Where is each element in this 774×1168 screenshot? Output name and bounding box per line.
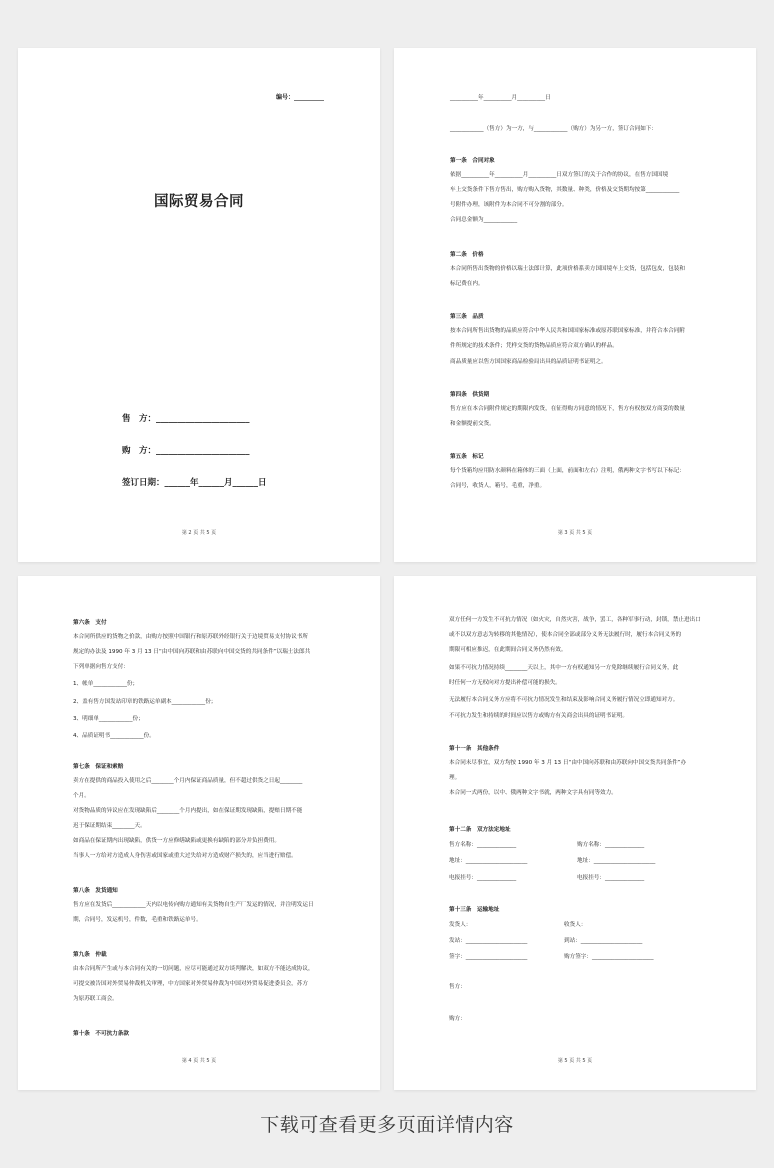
- article-10-line: 无法履行本合同义务方应将不可抗力情况发生和结束及影响合同义务履行情况立即通知对方。: [449, 697, 679, 703]
- article-10-title: 第十条 不可抗力条款: [73, 1031, 129, 1037]
- page-2: [18, 48, 380, 562]
- article-7-line: 迟于保证期结束________天。: [73, 823, 146, 829]
- article-2-line: 本合同所售出货物的价格以瑞士法郎计算，此项价格系卖方国国境车上交货，包括包皮，包装和: [450, 266, 685, 272]
- seller-signature-label: 售方：: [449, 984, 466, 990]
- article-10-line: 双方任何一方发生不可抗力情况（如火灾，自然灾害，战争，罢工，各种军事行动，封锁，禁止进出口: [449, 617, 701, 623]
- seller-field: 售 方：______________________: [122, 414, 250, 424]
- page-4: [18, 576, 380, 1090]
- page-5: [394, 576, 756, 1090]
- shipper-field: 发货人：: [449, 922, 472, 928]
- arrival-station-field: 到站：______________________: [564, 938, 643, 944]
- article-7-line: 对货物品质的异议应在发现缺陷后________个月内提出，如在保证期发现缺陷，提赔日期不能: [73, 808, 303, 814]
- article-6-item: 4、品质证明书____________份。: [73, 733, 155, 739]
- departure-station-field: 发站：______________________: [449, 938, 528, 944]
- article-9-line: 由本合同所产生或与本合同有关的一切问题，应尽可能通过双方谈判解决，如双方不能达成协议，: [73, 966, 314, 972]
- article-7-line: 个月。: [73, 793, 90, 799]
- signing-date-field: 签订日期：______年______月______日: [122, 478, 267, 488]
- buyer-field: 购 方：______________________: [122, 446, 250, 456]
- page-footer: 第 3 页 共 5 页: [557, 530, 593, 536]
- article-7-title: 第七条 保证和索赔: [73, 764, 124, 770]
- article-11-line: 理。: [449, 775, 461, 781]
- article-11-title: 第十一条 其他条件: [449, 746, 500, 752]
- article-3-title: 第三条 品质: [450, 314, 484, 320]
- article-10-line: 期限可相应推迟，在此期间合同义务仍然有效。: [449, 647, 567, 653]
- article-9-line: 为原苏联工商会。: [73, 996, 118, 1002]
- article-5-line: 每个货箱均应用防水颜料在箱体的三面（上面，前面和左右）注明，俄两种文字书写以下标记：: [450, 468, 685, 474]
- download-more-caption[interactable]: 下载可查看更多页面详情内容: [260, 1114, 514, 1136]
- article-8-line: 售方应在发货后____________天内以电传向购方通知有关货物自生产厂发运的情况，并注明发运日: [73, 902, 314, 908]
- article-9-title: 第九条 仲裁: [73, 952, 107, 958]
- article-10-line: 不可抗力发生和持续的时间应以售方或购方有关商会出具的证明书证明。: [449, 713, 629, 719]
- article-1-line: 号附件办理，该附件为本合同不可分割的部分。: [450, 202, 568, 208]
- article-6-line: 规定的办法及 1990 年 3 月 13 日“由中国向苏联和由苏联向中国交货的共同条件”以瑞士法郎共: [73, 649, 311, 655]
- article-3-line: 件所规定的技术条件；凭样交货的货物品质应符合双方确认的样品。: [450, 343, 618, 349]
- article-10-line: 时任何一方无权向对方提出补偿可能的损失。: [449, 680, 561, 686]
- article-2-title: 第二条 价格: [450, 252, 484, 258]
- article-8-title: 第八条 发货通知: [73, 888, 118, 894]
- article-1-line: 合同总金额为____________: [450, 217, 518, 223]
- article-5-title: 第五条 标记: [450, 454, 484, 460]
- parties-line: ____________（售方）为一方，与____________（购方）为另一方，签订合同如下：: [450, 126, 657, 132]
- article-6-item: 3、明细单____________份；: [73, 716, 144, 722]
- article-9-line: 可提交被告国对外贸易仲裁机关审理，中方国家对外贸易仲裁为中国对外贸易促进委员会，苏方: [73, 981, 308, 987]
- article-3-line: 按本合同所售出货物的品质应符合中华人民共和国国家标准或原苏联国家标准，并符合本合同附: [450, 328, 685, 334]
- document-title: 国际贸易合同: [154, 194, 244, 210]
- article-11-line: 本合同未尽事宜，双方均按 1990 年 3 月 13 日“由中国向苏联和由苏联向中国交货共同条件”办: [449, 760, 687, 766]
- buyer-address-field: 地址：______________________: [577, 858, 656, 864]
- date-line: __________年__________月__________日: [450, 95, 551, 101]
- buyer-signature-label: 购方：: [449, 1016, 466, 1022]
- article-5-line: 合同号，收货人，箱号，毛重，净重。: [450, 483, 546, 489]
- article-7-line: 如商品在保证期内出现缺陷，供货一方应修缮缺陷或更换有缺陷的部分并负担费用。: [73, 838, 280, 844]
- article-6-item: 2、盖有售方国发站印章的铁路运单副本____________份；: [73, 699, 217, 705]
- article-6-line: 下列单据向售方支付：: [73, 664, 129, 670]
- article-10-line: 或不以双方意志为转移的其他情况），使本合同全部或部分义务无法履行时，履行本合同义务的: [449, 632, 682, 638]
- page-3: [394, 48, 756, 562]
- seller-telegraph-field: 电报挂号：______________: [449, 875, 517, 881]
- article-1-line: 依据__________年__________月__________日双方签订的关于合作的协议，在售方国国境: [450, 172, 669, 178]
- page-footer: 第 2 页 共 5 页: [181, 530, 217, 536]
- article-3-line: 商品质量应以售方国国家商品检验局出具的品质证明书证明之。: [450, 359, 607, 365]
- consignee-field: 收货人：: [564, 922, 587, 928]
- article-10-line: 如果不可抗力情况持续________天以上，其中一方有权通知另一方免除继续履行合同义务，此: [449, 665, 679, 671]
- article-13-title: 第十三条 运输地址: [449, 907, 500, 913]
- signature-field: 签字：______________________: [449, 954, 528, 960]
- article-12-title: 第十二条 双方法定地址: [449, 827, 511, 833]
- article-1-line: 车上交货条件下售方售出，购方购入货物，其数量、种类，价格及交货期均按第____________: [450, 187, 680, 193]
- article-4-line: 售方应在本合同附件规定的期限内发货，在征得购方同意的情况下，售方有权按双方商妥的数量: [450, 406, 685, 412]
- seller-address-field: 地址：______________________: [449, 858, 528, 864]
- buyer-signature-field: 购方签字：______________________: [564, 954, 654, 960]
- article-7-line: 卖方在提供的商品投入使用之后________个月内保证商品质量，但不超过供货之日起________: [73, 778, 303, 784]
- article-6-title: 第六条 支付: [73, 620, 107, 626]
- article-7-line: 当事人一方给对方造成人身伤害或国家或重大过失给对方造成财产损失的，应当进行赔偿。: [73, 853, 297, 859]
- article-1-title: 第一条 合同对象: [450, 158, 495, 164]
- article-2-line: 标记费在内。: [450, 281, 484, 287]
- seller-name-field: 售方名称：______________: [449, 842, 517, 848]
- page-footer: 第 5 页 共 5 页: [557, 1058, 593, 1064]
- buyer-telegraph-field: 电报挂号：______________: [577, 875, 645, 881]
- article-6-item: 1、帐单____________份；: [73, 681, 139, 687]
- contract-number: 编号：__________: [275, 94, 324, 101]
- article-4-title: 第四条 供货期: [450, 392, 490, 398]
- article-4-line: 和金额提前交货。: [450, 421, 495, 427]
- article-8-line: 期，合同号，发运机号，件数，毛重和铁路运单号。: [73, 917, 202, 923]
- article-6-line: 本合同所供应的货物之价款，由购方按照中国银行和原苏联外经银行关于边境贸易支付协议书所: [73, 634, 308, 640]
- buyer-name-field: 购方名称：______________: [577, 842, 645, 848]
- article-11-line: 本合同一式两份，以中、俄两种文字书就，两种文字具有同等效力。: [449, 790, 617, 796]
- page-footer: 第 4 页 共 5 页: [181, 1058, 217, 1064]
